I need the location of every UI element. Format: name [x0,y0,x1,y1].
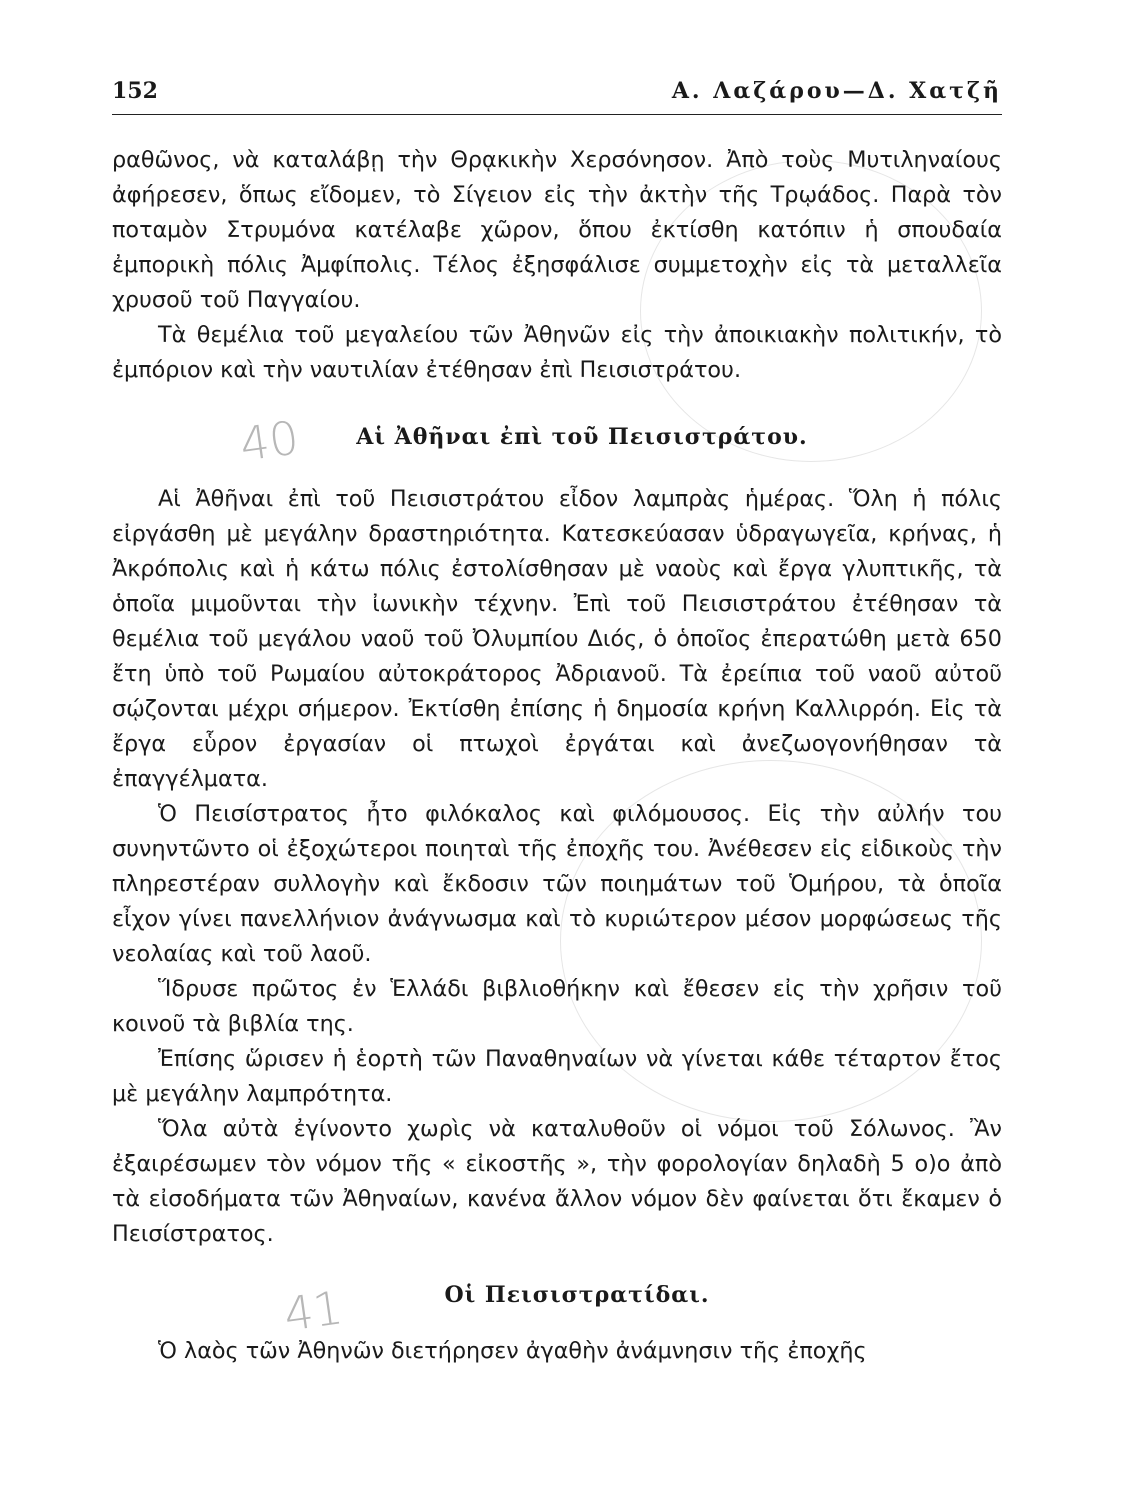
paragraph-8: Ὁ λαὸς τῶν Ἀθηνῶν διετήρησεν ἀγαθὴν ἀνάμνησιν τῆς ἐποχῆς [158,1338,867,1364]
paragraph-6: Ἐπίσης ὥρισεν ἡ ἑορτὴ τῶν Παναθηναίων νὰ γίνεται κάθε τέταρτον ἔτος μὲ μεγάλην λαμπρότητα. [112,1046,1002,1107]
header-rule [112,114,1002,115]
paragraph-2: Τὰ θεμέλια τοῦ μεγαλείου τῶν Ἀθηνῶν εἰς τὴν ἀποικιακὴν πολιτικήν, τὸ ἐμπόριον καὶ τὴν ναυτιλίαν ἐτέθησαν ἐπὶ Πεισιστράτου. [112,322,1002,383]
paragraph-4: Ὁ Πεισίστρατος ἦτο φιλόκαλος καὶ φιλόμουσος. Εἰς τὴν αὐλήν του συνηντῶντο οἱ ἐξοχώτεροι ποιηταὶ τῆς ἐποχῆς του. Ἀνέθεσεν εἰς εἰδικοὺς τὴν πληρεστέραν συλλογὴν καὶ ἔκδοσιν τῶν ποιημάτων τοῦ Ὁμήρου, τὰ ὁποῖα εἶχον γίνει πανελλήνιον ἀνάγνωσμα καὶ τὸ κυριώτερον μέσον μορφώσεως τῆς νεολαίας καὶ τοῦ λαοῦ. [112,801,1002,967]
pencil-annotation-40: 40 [236,410,303,472]
paragraph-5: Ἵδρυσε πρῶτος ἐν Ἑλλάδι βιβλιοθήκην καὶ ἔθεσεν εἰς τὴν χρῆσιν τοῦ κοινοῦ τὰ βιβλία της. [112,976,1002,1037]
paragraph-3: Αἱ Ἀθῆναι ἐπὶ τοῦ Πεισιστράτου εἶδον λαμπρὰς ἡμέρας. Ὅλη ἡ πόλις εἰργάσθη μὲ μεγάλην δραστηριότητα. Κατεσκεύασαν ὑδραγωγεῖα, κρήνας, ἡ Ἀκρόπολις καὶ ἡ κάτω πόλις ἐστολίσθησαν μὲ ναοὺς καὶ ἔργα γλυπτικῆς, τὰ ὁποῖα μιμοῦνται τὴν ἰωνικὴν τέχνην. Ἐπὶ τοῦ Πεισιστράτου ἐτέθησαν τὰ θεμέλια τοῦ μεγάλου ναοῦ τοῦ Ὀλυμπίου Διός, ὁ ὁποῖος ἐπερατώθη μετὰ 650 ἔτη ὑπὸ τοῦ Ρωμαίου αὐτοκράτορος Ἀδριανοῦ. Τὰ ἐρείπια τοῦ ναοῦ αὐτοῦ σῴζονται μέχρι σήμερον. Ἐκτίσθη ἐπίσης ἡ δημοσία κρήνη Καλλιρρόη. Εἰς τὰ ἔργα εὗρον ἐργασίαν οἱ πτωχοὶ ἐργάται καὶ ἀνεζωογονήθησαν τὰ ἐπαγγέλματα. [112,486,1002,792]
page-number: 152 [112,78,158,104]
pencil-annotation-41: 41 [280,1280,347,1342]
running-header-authors: Α. Λαζάρου—Δ. Χατζῆ [671,78,1002,104]
paragraph-7: Ὅλα αὐτὰ ἐγίνοντο χωρὶς νὰ καταλυθοῦν οἱ νόμοι τοῦ Σόλωνος. Ἂν ἐξαιρέσωμεν τὸν νόμον τῆς « εἰκοστῆς », τὴν φορολογίαν δηλαδὴ 5 ο)ο ἀπὸ τὰ εἰσοδήματα τῶν Ἀθηναίων, κανένα ἄλλον νόμον δὲν φαίνεται ὅτι ἔκαμεν ὁ Πεισίστρατος. [112,1116,1002,1247]
section-heading-peisistratids: Οἱ Πεισιστρατίδαι. [444,1282,710,1308]
page-content [112,78,1002,1369]
running-header [112,78,1002,114]
section-heading-athens-under-peisistratus: Αἱ Ἀθῆναι ἐπὶ τοῦ Πεισιστράτου. [356,424,808,450]
paragraph-1: ραθῶνος, νὰ καταλάβῃ τὴν Θρᾳκικὴν Χερσόνησον. Ἀπὸ τοὺς Μυτιληναίους ἀφήρεσεν, ὅπως εἴδομεν, τὸ Σίγειον εἰς τὴν ἀκτὴν τῆς Τρῳάδος. Παρὰ τὸν ποταμὸν Στρυμόνα κατέλαβε χῶρον, ὅπου ἐκτίσθη κατόπιν ἡ σπουδαία ἐμπορικὴ πόλις Ἀμφίπολις. Τέλος ἐξησφάλισε συμμετοχὴν εἰς τὰ μεταλλεῖα χρυσοῦ τοῦ Παγγαίου. [112,147,1002,313]
